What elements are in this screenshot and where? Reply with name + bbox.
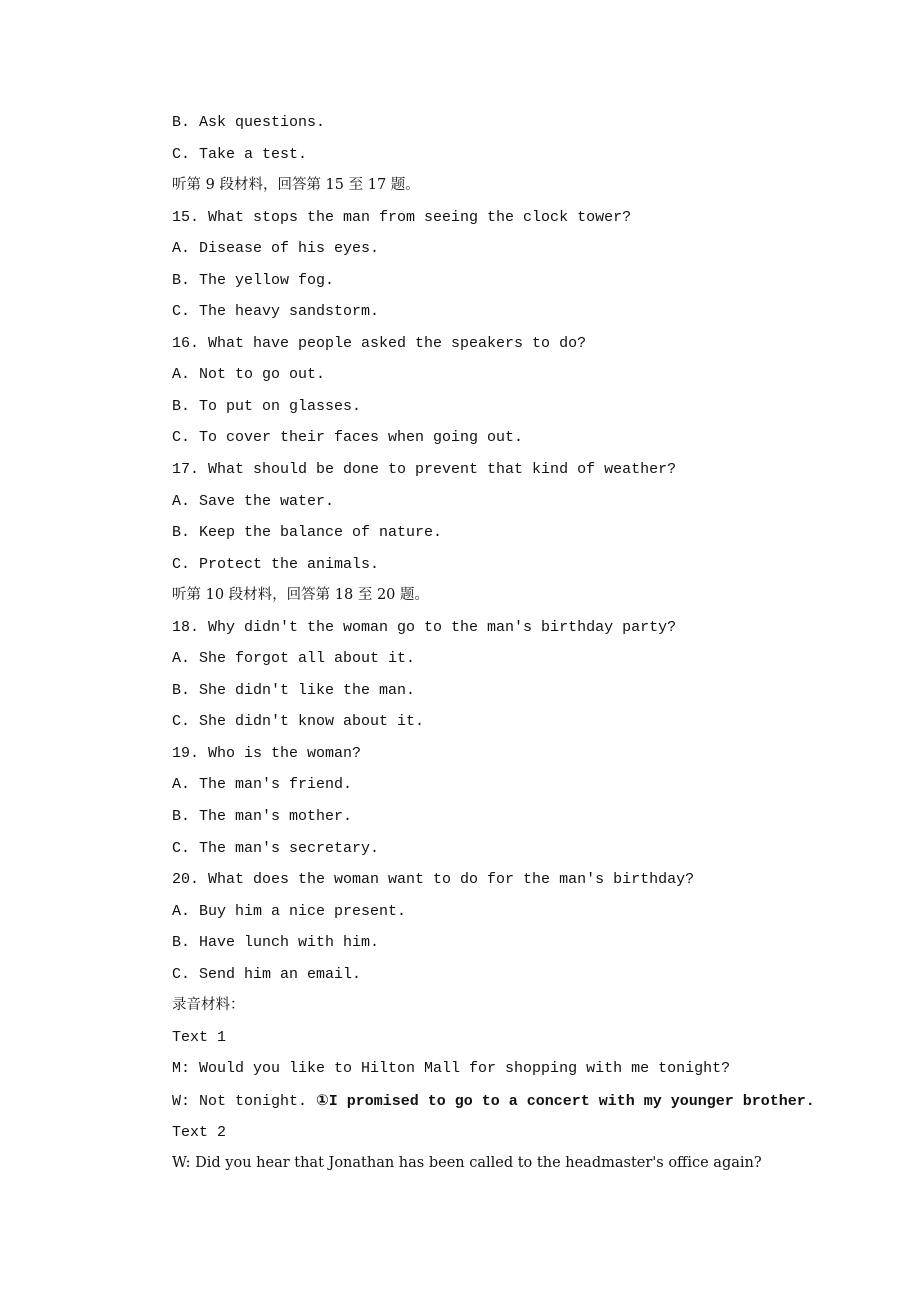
document-line: M: Would you like to Hilton Mall for shopping with me tonight?: [172, 1060, 731, 1078]
document-line: B. Have lunch with him.: [172, 934, 380, 952]
text1-woman-bold-sentence: I promised to go to a concert with my younger brother.: [328, 1092, 815, 1110]
document-line: B. Ask questions.: [172, 114, 326, 131]
document-line: A. Buy him a nice present.: [172, 902, 407, 920]
document-line: B. To put on glasses.: [172, 397, 362, 415]
text2-heading: Text 2: [172, 1123, 227, 1141]
document-line: C. To cover their faces when going out.: [172, 429, 524, 447]
document-line: C. Send him an email.: [172, 965, 362, 983]
document-line: 19. Who is the woman?: [172, 744, 362, 762]
document-line: A. She forgot all about it.: [172, 650, 416, 668]
section-instruction: 录音材料：: [172, 997, 245, 1014]
document-line: A. Save the water.: [172, 492, 335, 510]
text1-woman-line: [172, 1085, 872, 1117]
section-instruction: 听第 10 段材料，回答第 18 至 20 题。: [172, 587, 430, 604]
document-line: C. She didn't know about it.: [172, 713, 425, 731]
circled-one-marker: ①: [316, 1090, 329, 1109]
document-line: B. The yellow fog.: [172, 271, 335, 289]
document-line: 17. What should be done to prevent that kind of weather?: [172, 461, 677, 479]
document-line: C. Protect the animals.: [172, 555, 380, 573]
document-line: A. Not to go out.: [172, 366, 326, 384]
document-line: Text 1: [172, 1028, 227, 1046]
section-instruction: 听第 9 段材料，回答第 15 至 17 题。: [172, 177, 420, 194]
document-line: C. The heavy sandstorm.: [172, 303, 380, 321]
document-line: A. The man's friend.: [172, 776, 353, 794]
document-line: 15. What stops the man from seeing the clock tower?: [172, 208, 632, 226]
document-page: [172, 107, 872, 1180]
document-line: B. The man's mother.: [172, 808, 353, 826]
document-line: A. Disease of his eyes.: [172, 240, 380, 258]
document-line: 18. Why didn't the woman go to the man's birthday party?: [172, 618, 677, 636]
document-line: B. She didn't like the man.: [172, 681, 416, 699]
text1-woman-prefix: W: Not tonight.: [172, 1092, 317, 1110]
document-line: B. Keep the balance of nature.: [172, 524, 443, 542]
document-line: 16. What have people asked the speakers to do?: [172, 334, 587, 352]
document-line: C. The man's secretary.: [172, 839, 380, 857]
document-line: 20. What does the woman want to do for the man's birthday?: [172, 871, 695, 889]
text2-woman-line: W: Did you hear that Jonathan has been called to the headmaster's office again?: [172, 1155, 762, 1172]
document-line: C. Take a test.: [172, 145, 308, 163]
document-lines: [172, 107, 872, 1085]
